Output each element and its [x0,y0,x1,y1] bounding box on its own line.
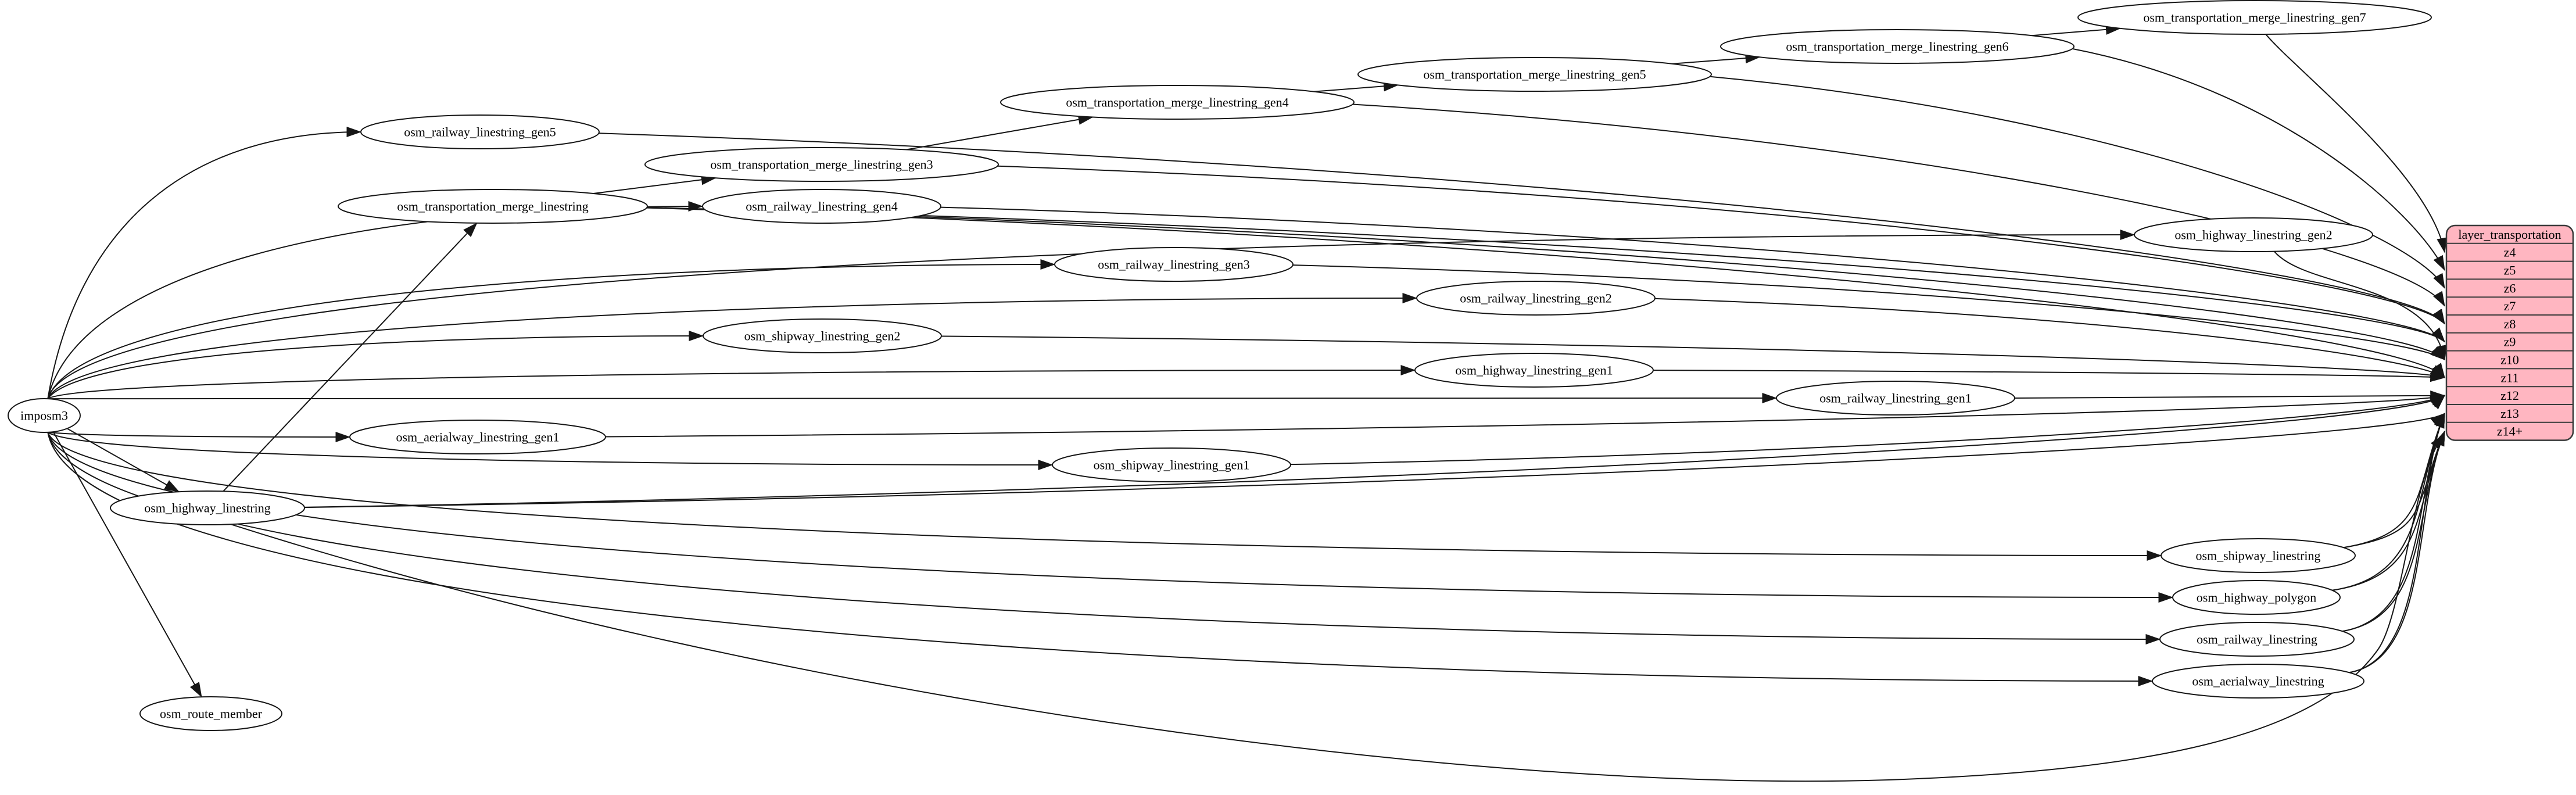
node-osm_railway_linestring_gen4 [703,189,941,223]
table-row-z6: z6 [2503,281,2516,296]
edge-imposm3-to-osm_railway_linestring_gen2 [48,298,1417,399]
node-osm_shipway_linestring [2161,539,2355,572]
edge-osm_highway_polygon-to-row-z14+ [2333,431,2445,590]
node-label: osm_aerialway_linestring_gen1 [396,429,560,445]
node-osm_transportation_merge_linestring_gen6 [1721,30,2074,63]
node-osm_transportation_merge_linestring_gen3 [645,148,998,181]
edge-imposm3-to-osm_highway_linestring [67,428,180,492]
node-label: imposm3 [20,408,68,423]
node-osm_highway_linestring [110,491,304,525]
edge-imposm3-to-osm_railway_linestring_gen4 [48,206,703,399]
edge-osm_aerialway_linestring_gen1-to-row-z12 [606,396,2445,437]
edge-osm_railway_linestring_gen1-to-row-z12 [2015,396,2445,398]
node-osm_railway_linestring_gen2 [1417,281,1655,315]
node-osm_route_member [140,697,282,730]
edge-imposm3-to-osm_railway_linestring_gen1 [48,398,1776,399]
table-row-z4: z4 [2503,245,2516,260]
node-osm_railway_linestring_gen1 [1776,381,2015,415]
node-label: osm_railway_linestring_gen3 [1098,257,1250,272]
table-row-z11: z11 [2500,370,2519,385]
node-label: osm_shipway_linestring_gen2 [744,328,901,343]
node-label: osm_transportation_merge_linestring_gen6 [1786,39,2009,54]
edge-imposm3-to-osm_aerialway_linestring_gen1 [48,432,350,437]
edge-imposm3-to-osm_route_member [53,432,202,697]
node-osm_highway_linestring_gen2 [2134,218,2373,252]
node-osm_shipway_linestring_gen2 [703,319,941,353]
node-label: osm_aerialway_linestring [2192,674,2324,689]
table-row-z9: z9 [2503,334,2516,349]
table-row-z12: z12 [2500,388,2519,403]
node-label: osm_shipway_linestring_gen1 [1093,457,1250,472]
node-osm_transportation_merge_linestring_gen7 [2078,1,2431,34]
node-osm_transportation_merge_linestring_gen4 [1001,85,1354,119]
node-osm_highway_linestring_gen1 [1415,353,1653,387]
table-header: layer_transportation [2458,227,2561,242]
table-row-z13: z13 [2500,406,2519,421]
node-osm_railway_linestring_gen5 [361,115,599,149]
node-osm_railway_linestring [2160,622,2354,656]
edge-osm_transportation_merge_linestring_gen3-to-osm_transportation_merge_linestring_gen4 [907,117,1093,149]
edge-osm_railway_linestring-to-row-z13 [2342,413,2445,631]
table-row-z14+: z14+ [2496,424,2523,439]
node-label: osm_shipway_linestring [2195,548,2321,563]
node-label: osm_highway_polygon [2196,590,2317,605]
node-osm_railway_linestring_gen3 [1055,248,1293,281]
edge-osm_shipway_linestring-to-row-z13 [2344,413,2445,547]
node-label: osm_highway_linestring [144,500,271,515]
edge-osm_highway_linestring-to-row-z14+ [231,435,2444,781]
node-osm_shipway_linestring_gen1 [1052,448,1291,482]
edge-osm_highway_linestring_gen2-to-row-z10 [2274,252,2445,360]
edge-osm_railway_linestring_gen3-to-row-z10 [1293,265,2445,360]
node-osm_aerialway_linestring_gen1 [350,420,606,454]
node-osm_highway_polygon [2173,581,2340,614]
node-label: osm_railway_linestring_gen5 [404,124,556,139]
table-row-z10: z10 [2500,352,2519,367]
table-row-z7: z7 [2503,299,2516,314]
edge-osm_highway_linestring-to-row-z12 [304,396,2445,507]
edge-imposm3-to-osm_highway_linestring_gen1 [48,370,1415,399]
node-label: osm_railway_linestring_gen4 [746,199,898,214]
edge-osm_transportation_merge_linestring_gen5-to-row-z6 [1710,77,2445,288]
node-label: osm_transportation_merge_linestring_gen5 [1423,67,1646,82]
node-label: osm_railway_linestring_gen1 [1819,391,1972,406]
node-label: osm_highway_linestring_gen1 [1455,363,1613,378]
edge-osm_transportation_merge_linestring_gen4-to-osm_transportation_merge_linestring_gen5 [1314,85,1398,91]
table-row-z5: z5 [2503,263,2516,278]
edge-osm_transportation_merge_linestring-to-osm_transportation_merge_linestring_gen3 [593,178,716,194]
table-layer-transportation [2446,225,2573,441]
node-label: osm_transportation_merge_linestring [397,199,589,214]
node-label: osm_transportation_merge_linestring_gen3 [710,157,933,172]
node-label: osm_route_member [160,706,262,721]
node-label: osm_railway_linestring [2197,632,2317,647]
node-osm_transportation_merge_linestring [338,189,647,223]
edge-osm_transportation_merge_linestring_gen5-to-osm_transportation_merge_linestring_gen6 [1672,57,1760,64]
node-label: osm_highway_linestring_gen2 [2174,227,2333,242]
node-label: osm_railway_linestring_gen2 [1460,291,1612,306]
table-row-z8: z8 [2503,316,2516,331]
node-osm_aerialway_linestring [2152,664,2364,698]
edge-osm_transportation_merge_linestring_gen6-to-osm_transportation_merge_linestring_gen7 [2032,28,2120,35]
node-imposm3 [8,399,80,432]
node-osm_transportation_merge_linestring_gen5 [1358,58,1711,91]
node-label: osm_transportation_merge_linestring_gen4 [1066,95,1289,110]
node-label: osm_transportation_merge_linestring_gen7 [2143,10,2366,25]
edge-osm_highway_linestring_gen1-to-row-z11 [1653,370,2445,378]
edge-osm_shipway_linestring_gen2-to-row-z11 [941,336,2445,377]
